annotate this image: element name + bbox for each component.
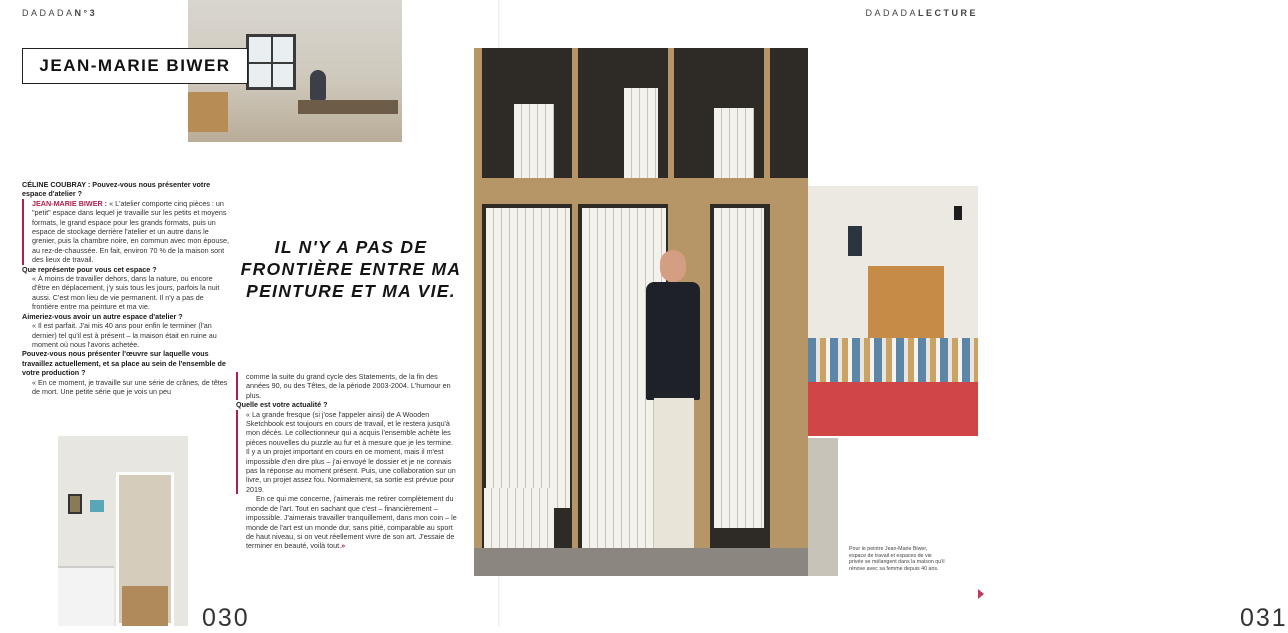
kitchen-counter [58, 566, 114, 626]
lamp-icon [954, 206, 962, 220]
answer-4-continued: comme la suite du grand cycle des Statements, de la fin des années 90, ou des Têtes, de la période 2003-2004. L'humour en plus. [236, 372, 458, 400]
canvas-stack [484, 488, 554, 548]
artist-head [660, 250, 686, 282]
answer-4: « En ce moment, je travaille sur une série de crânes, de têtes de mort. Une petite série que je vois un peu [32, 377, 228, 396]
answer-5: « La grande fresque (si j'ose l'appeler ainsi) de A Wooden Sketchbook est toujours en cours de travail, et le restera jusqu'à mon décès. Le collectionneur qui a acquis l'ensemble achète les pièces nouvelles du puzzle au fur et à mesure que je les termine. Il y a un projet important en cours en ce moment, mais il m'est impossible d'en dire plus – j'ai envoyé le dossier et je ne connais pas la réponse au moment présent. Puis, une collaboration sur un livre, un projet assez fou. Normalement, sa sortie est prévue pour 2019. [236, 410, 458, 495]
canvas-stack [714, 208, 764, 528]
hall-floor [122, 586, 168, 626]
question-1: CÉLINE COUBRAY : Pouvez-vous nous présenter votre espace d'atelier ? [22, 180, 211, 199]
answer-1: JEAN-MARIE BIWER : « L'atelier comporte cinq pièces : un "petit" espace dans lequel je travaille sur les petits et moyens formats, le grand espace pour les grands formats, puis un espace de stockage derrière l'atelier et un autre dans le grenier, puis la chambre noire, en commun avec mon épouse, au rez-de-chaussée. En fait, environ 70 % de la maison sont des lieux de travail. [22, 199, 230, 265]
pull-quote: IL N'Y A PAS DE FRONTIÈRE ENTRE MA PEINTURE ET MA VIE. [240, 237, 462, 301]
paint-jars [808, 338, 978, 384]
answer-2: « À moins de travailler dehors, dans la nature, ou encore d'être en déplacement, j'y suis tous les jours, parfois la nuit aussi. C'est mon lieu de vie permanent. Il n'y a pas de frontière entre ma peinture et ma vie. [32, 274, 220, 312]
question-4: Pouvez-vous nous présenter l'œuvre sur laquelle vous travaillez actuellement, et sa place au sein de l'ensemble de votre production ? [22, 349, 226, 378]
painter-figure [310, 70, 326, 100]
studio-desk [298, 100, 398, 114]
triangle-right-icon[interactable] [978, 589, 984, 599]
studio-shelf [188, 92, 228, 132]
canvas-stack [714, 108, 754, 178]
canvas-stack [624, 88, 658, 178]
running-head-left: DADADAN°3 [22, 8, 98, 18]
canvas-stack [514, 104, 554, 178]
lower-detail-photo [808, 438, 838, 576]
running-head-right: DADADALECTURE [865, 8, 978, 18]
studio-floor [474, 548, 808, 576]
canvas-stack [486, 208, 570, 508]
paint-table [808, 382, 978, 436]
wall-poster [848, 226, 862, 256]
left-page [0, 0, 500, 632]
photo-caption: Pour le peintre Jean-Marie Biwer, espace de travail et espaces de vie privée se mélangent dans la maison qu'il rénove avec sa femme depuis 40 ans. [849, 546, 945, 572]
storage-rack-photo [474, 48, 808, 576]
question-2: Que représente pour vous cet espace ? [22, 264, 157, 274]
studio-window [246, 34, 296, 90]
rack-cell [770, 48, 808, 178]
answer-5-continued: En ce qui me concerne, j'aimerais me retirer complètement du monde de l'art. Tout en sachant que c'est – financièrement – impossible. J'aimerais travailler tranquillement, dans mon coin – le monde de l'art est un monde dur, sans pitié, comparable au sport de haut niveau, si on veut réellement vivre de son art. J'essaie de terminer en beauté, voilà tout.» [246, 494, 457, 551]
question-3: Aimeriez-vous avoir un autre espace d'atelier ? [22, 311, 183, 321]
wall-frame [68, 494, 82, 514]
page-number-right: 031 [1240, 604, 1288, 632]
artist-legs [654, 398, 694, 548]
interview-column-1 [22, 180, 230, 396]
artist-name-box: JEAN-MARIE BIWER [22, 48, 248, 84]
hallway-photo [58, 436, 188, 626]
artist-body [646, 282, 700, 400]
interview-column-2 [236, 372, 458, 551]
workbench-photo [808, 186, 978, 436]
rack-shelf [474, 178, 808, 190]
question-5: Quelle est votre actualité ? [236, 400, 328, 410]
page-number-left: 030 [202, 604, 250, 632]
answer-3: « Il est parfait. J'ai mis 40 ans pour enfin le terminer (l'an dernier) tel qu'il est à présent – la maison était en ruine au moment où nous l'avons achetée. [32, 321, 217, 349]
wall-frame [90, 500, 104, 512]
end-mark: » [341, 541, 346, 551]
